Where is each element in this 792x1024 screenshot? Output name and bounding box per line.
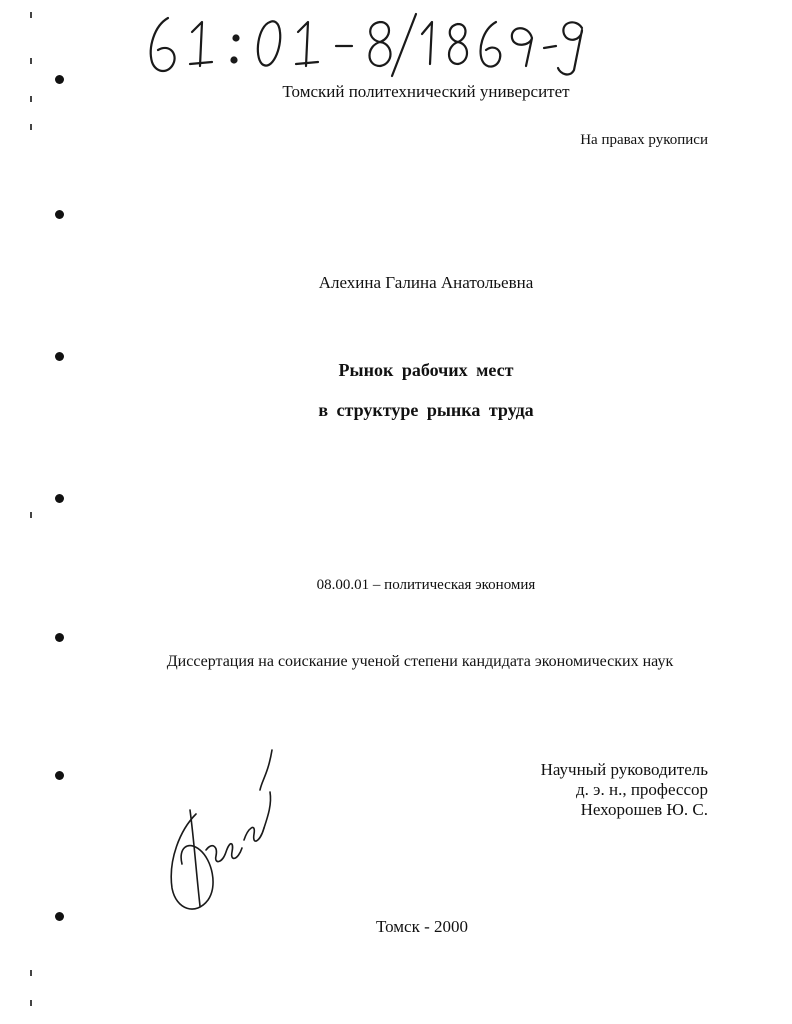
place-year: Томск - 2000: [375, 917, 468, 936]
author-name: Алехина Галина Анатольевна: [318, 273, 534, 292]
binding-hole: [55, 633, 64, 642]
signature-handwritten: [160, 730, 290, 920]
scan-mark: [30, 58, 32, 64]
binding-hole: [55, 210, 64, 219]
specialty-code: 08.00.01 – политическая экономия: [316, 577, 536, 593]
binding-hole: [55, 75, 64, 84]
archive-number-graphic: [140, 4, 600, 84]
title-line-2: в структуре рынка труда: [318, 400, 534, 420]
scan-mark: [30, 970, 32, 976]
binding-hole: [55, 771, 64, 780]
scan-mark: [30, 124, 32, 130]
scan-mark: [30, 512, 32, 518]
archive-number-handwritten: [140, 4, 600, 84]
signature-graphic: [160, 730, 290, 920]
supervisor-name: Нехорошев Ю. С.: [580, 800, 708, 819]
supervisor-role: Научный руководитель: [540, 760, 708, 779]
dissertation-type: Диссертация на соискание ученой степени кандидата экономических наук: [166, 653, 674, 670]
scan-mark: [30, 12, 32, 18]
title-line-1: Рынок рабочих мест: [338, 360, 514, 380]
supervisor-block: [541, 760, 708, 820]
binding-hole: [55, 912, 64, 921]
rights-note: На правах рукописи: [580, 132, 708, 148]
scan-mark: [30, 96, 32, 102]
supervisor-degree: д. э. н., профессор: [576, 780, 708, 799]
scan-mark: [30, 1000, 32, 1006]
binding-hole: [55, 494, 64, 503]
binding-hole: [55, 352, 64, 361]
university-name: Томский политехнический университет: [282, 82, 570, 101]
